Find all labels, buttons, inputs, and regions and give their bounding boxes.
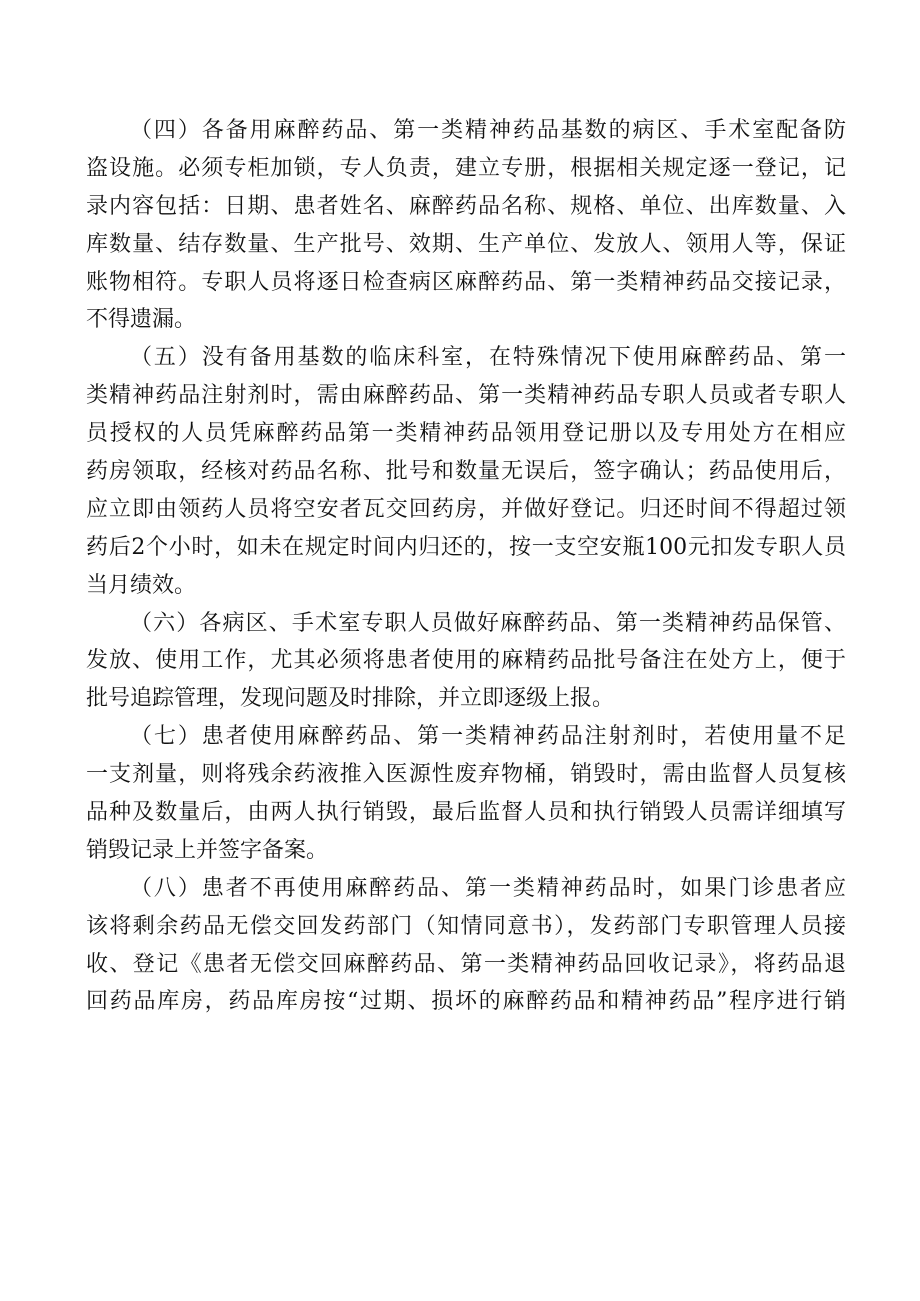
- paragraph-line: 品种及数量后，由两人执行销毁，最后监督人员和执行销毁人员需详细填写: [86, 800, 846, 826]
- paragraph-line: 收、登记《患者无偿交回麻醉药品、第一类精神药品回收记录》，将药品退: [86, 951, 846, 977]
- paragraph-line: 不得遗漏。: [86, 307, 197, 333]
- paragraph-line: 批号追踪管理，发现问题及时排除，并立即逐级上报。: [86, 686, 615, 712]
- paragraph-line: 盗设施。必须专柜加锁，专人负责，建立专册，根据相关规定逐一登记，记: [86, 155, 846, 181]
- paragraph-line: 当月绩效。: [86, 572, 197, 598]
- paragraph-line: （六）各病区、手术室专职人员做好麻醉药品、第一类精神药品保管、: [130, 610, 846, 636]
- paragraph-line: （五）没有备用基数的临床科室，在特殊情况下使用麻醉药品、第一: [130, 345, 846, 371]
- paragraph-line: 药后2个小时，如未在规定时间内归还的，按一支空安瓶100元扣发专职人员: [86, 534, 846, 560]
- paragraph-line: 录内容包括：日期、患者姓名、麻醉药品名称、规格、单位、出库数量、入: [86, 193, 846, 219]
- paragraph-5: [86, 339, 846, 604]
- paragraph-line: 应立即由领药人员将空安者瓦交回药房，并做好登记。归还时间不得超过领: [86, 496, 846, 522]
- paragraph-line: 一支剂量，则将残余药液推入医源性废弃物桶，销毁时，需由监督人员复核: [86, 762, 846, 788]
- paragraph-line: 员授权的人员凭麻醉药品第一类精神药品领用登记册以及专用处方在相应: [86, 421, 846, 447]
- paragraph-line: 类精神药品注射剂时，需由麻醉药品、第一类精神药品专职人员或者专职人: [86, 383, 846, 409]
- paragraph-line: （四）各备用麻醉药品、第一类精神药品基数的病区、手术室配备防: [130, 118, 846, 143]
- paragraph-4: [86, 112, 846, 339]
- paragraph-line: 药房领取，经核对药品名称、批号和数量无误后，签字确认；药品使用后，: [86, 459, 846, 485]
- paragraph-line: 销毁记录上并签字备案。: [86, 837, 329, 863]
- paragraph-line: （八）患者不再使用麻醉药品、第一类精神药品时，如果门诊患者应: [130, 875, 846, 901]
- paragraph-line: 发放、使用工作，尤其必须将患者使用的麻精药品批号备注在处方上，便于: [86, 648, 846, 674]
- document-body: [86, 112, 846, 1021]
- paragraph-line: （七）患者使用麻醉药品、第一类精神药品注射剂时，若使用量不足: [130, 724, 846, 750]
- paragraph-line: 回药品库房，药品库房按“过期、损坏的麻醉药品和精神药品”程序进行销: [86, 989, 846, 1015]
- paragraph-line: 库数量、结存数量、生产批号、效期、生产单位、发放人、领用人等，保证: [86, 231, 846, 257]
- paragraph-8: [86, 870, 846, 1022]
- paragraph-line: 该将剩余药品无偿交回发药部门（知情同意书），发药部门专职管理人员接: [86, 913, 846, 939]
- paragraph-6: [86, 605, 846, 719]
- paragraph-7: [86, 718, 846, 870]
- paragraph-line: 账物相符。专职人员将逐日检查病区麻醉药品、第一类精神药品交接记录，: [86, 269, 846, 295]
